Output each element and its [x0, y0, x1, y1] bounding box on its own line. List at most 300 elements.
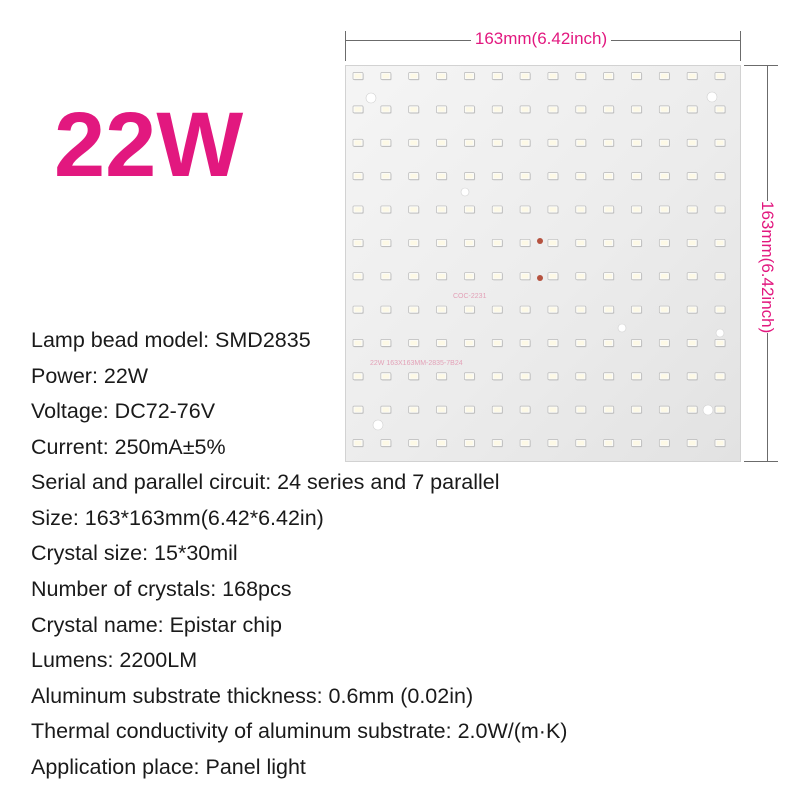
led-bead-lens — [717, 174, 724, 178]
led-bead-lens — [689, 141, 696, 145]
led-bead-lens — [633, 74, 640, 78]
led-bead — [464, 73, 475, 81]
spec-crystal-size: Crystal size: 15*30mil — [31, 541, 238, 566]
led-bead-lens — [355, 207, 362, 211]
led-bead — [687, 173, 698, 181]
led-bead — [381, 106, 392, 114]
led-bead-lens — [577, 107, 584, 111]
led-bead — [353, 173, 364, 181]
led-bead-lens — [717, 374, 724, 378]
led-bead — [604, 339, 615, 347]
led-bead-lens — [550, 141, 557, 145]
led-bead — [548, 106, 559, 114]
led-bead — [659, 73, 670, 81]
led-bead-lens — [661, 107, 668, 111]
spec-circuit: Serial and parallel circuit: 24 series and 7 parallel — [31, 470, 500, 495]
led-bead — [492, 139, 503, 147]
led-bead-lens — [689, 407, 696, 411]
led-bead-lens — [355, 74, 362, 78]
led-bead — [464, 306, 475, 314]
led-bead-lens — [355, 174, 362, 178]
led-bead-lens — [466, 141, 473, 145]
led-bead — [492, 73, 503, 81]
led-bead — [520, 239, 531, 247]
led-bead-lens — [577, 141, 584, 145]
led-bead-lens — [522, 307, 529, 311]
led-bead-lens — [410, 241, 417, 245]
led-bead — [659, 106, 670, 114]
led-bead-lens — [689, 307, 696, 311]
led-bead-lens — [466, 274, 473, 278]
led-bead — [659, 440, 670, 448]
height-dimension-text: 163mm(6.42inch) — [754, 201, 781, 333]
led-bead-lens — [550, 207, 557, 211]
led-bead-lens — [438, 74, 445, 78]
led-bead — [492, 106, 503, 114]
mounting-hole — [716, 329, 724, 337]
led-bead — [409, 206, 420, 214]
led-bead-lens — [605, 74, 612, 78]
led-bead — [520, 139, 531, 147]
led-bead-lens — [717, 107, 724, 111]
led-bead-lens — [633, 241, 640, 245]
led-bead — [576, 306, 587, 314]
led-bead — [520, 273, 531, 281]
led-bead — [548, 206, 559, 214]
led-bead — [353, 73, 364, 81]
led-bead-lens — [410, 274, 417, 278]
led-bead-lens — [382, 141, 389, 145]
led-bead-lens — [633, 441, 640, 445]
led-bead-lens — [717, 441, 724, 445]
led-bead-lens — [717, 74, 724, 78]
led-bead-lens — [382, 107, 389, 111]
led-bead-lens — [605, 107, 612, 111]
led-bead-lens — [550, 107, 557, 111]
led-bead — [381, 239, 392, 247]
led-bead — [659, 173, 670, 181]
mounting-hole — [366, 93, 376, 103]
led-bead — [492, 306, 503, 314]
width-dimension-text: 163mm(6.42inch) — [471, 29, 611, 48]
led-bead — [631, 273, 642, 281]
led-bead — [687, 306, 698, 314]
spec-application: Application place: Panel light — [31, 754, 306, 779]
led-bead-lens — [661, 241, 668, 245]
led-bead-lens — [494, 207, 501, 211]
led-bead — [381, 139, 392, 147]
led-bead — [437, 106, 448, 114]
led-bead-lens — [494, 141, 501, 145]
led-bead-lens — [577, 207, 584, 211]
led-bead-lens — [689, 207, 696, 211]
led-bead-lens — [633, 107, 640, 111]
spec-crystal-count: Number of crystals: 168pcs — [31, 577, 292, 602]
led-bead — [576, 339, 587, 347]
negative-solder-pad — [537, 275, 543, 281]
led-bead — [659, 239, 670, 247]
led-bead-lens — [717, 207, 724, 211]
led-bead — [492, 173, 503, 181]
led-bead — [520, 306, 531, 314]
led-bead-lens — [577, 241, 584, 245]
led-bead-lens — [577, 374, 584, 378]
led-bead-lens — [494, 174, 501, 178]
led-bead-lens — [550, 174, 557, 178]
led-bead — [631, 106, 642, 114]
led-bead-lens — [633, 274, 640, 278]
led-bead-lens — [605, 174, 612, 178]
led-bead — [715, 106, 726, 114]
led-bead-lens — [410, 107, 417, 111]
led-bead-lens — [577, 407, 584, 411]
led-bead-lens — [577, 274, 584, 278]
led-bead-lens — [689, 74, 696, 78]
led-bead-lens — [717, 341, 724, 345]
led-bead-lens — [466, 241, 473, 245]
led-bead-lens — [661, 374, 668, 378]
spec-thermal-conductivity: Thermal conductivity of aluminum substrate: 2.0W/(m·K) — [31, 719, 568, 744]
spec-voltage: Voltage: DC72-76V — [31, 399, 216, 424]
led-bead-lens — [355, 107, 362, 111]
width-dimension-label — [441, 28, 641, 50]
led-bead — [715, 406, 726, 414]
led-bead — [576, 273, 587, 281]
led-bead — [715, 440, 726, 448]
led-bead-lens — [382, 74, 389, 78]
led-bead-lens — [661, 174, 668, 178]
led-bead-lens — [605, 441, 612, 445]
led-bead-lens — [605, 207, 612, 211]
led-bead — [576, 440, 587, 448]
led-bead — [631, 239, 642, 247]
led-bead-lens — [550, 274, 557, 278]
led-bead — [520, 173, 531, 181]
led-bead — [604, 206, 615, 214]
led-bead-lens — [661, 74, 668, 78]
led-bead-lens — [410, 141, 417, 145]
led-bead — [687, 139, 698, 147]
led-bead-lens — [661, 341, 668, 345]
led-bead-lens — [410, 74, 417, 78]
led-bead-lens — [661, 307, 668, 311]
led-bead — [409, 273, 420, 281]
led-bead — [437, 139, 448, 147]
led-bead-lens — [689, 241, 696, 245]
led-bead-lens — [410, 307, 417, 311]
led-bead — [464, 139, 475, 147]
led-bead — [659, 406, 670, 414]
led-bead — [659, 339, 670, 347]
led-bead — [659, 306, 670, 314]
led-bead — [631, 173, 642, 181]
mounting-hole — [707, 92, 717, 102]
led-bead-lens — [689, 274, 696, 278]
led-bead — [353, 306, 364, 314]
led-bead — [464, 106, 475, 114]
led-bead-lens — [466, 74, 473, 78]
led-bead — [687, 106, 698, 114]
led-bead — [437, 173, 448, 181]
led-bead-lens — [717, 407, 724, 411]
led-bead-lens — [466, 307, 473, 311]
led-bead — [604, 173, 615, 181]
led-bead-lens — [689, 174, 696, 178]
led-bead — [548, 173, 559, 181]
led-bead — [687, 373, 698, 381]
led-bead — [715, 339, 726, 347]
led-bead-lens — [410, 174, 417, 178]
led-bead-lens — [605, 407, 612, 411]
led-bead-lens — [382, 241, 389, 245]
led-bead — [687, 206, 698, 214]
led-bead — [492, 273, 503, 281]
led-bead — [604, 406, 615, 414]
led-bead-lens — [661, 407, 668, 411]
led-bead — [437, 73, 448, 81]
led-bead — [604, 306, 615, 314]
led-bead — [631, 440, 642, 448]
led-bead — [437, 239, 448, 247]
width-dimension-tick-right — [740, 31, 741, 61]
led-bead — [604, 373, 615, 381]
led-bead-lens — [355, 274, 362, 278]
led-bead-lens — [633, 141, 640, 145]
led-bead — [715, 139, 726, 147]
led-bead-lens — [522, 74, 529, 78]
height-dimension-tick-top — [744, 65, 778, 66]
led-bead-lens — [522, 274, 529, 278]
led-bead-lens — [717, 274, 724, 278]
height-dimension-label — [756, 167, 778, 367]
led-bead-lens — [355, 307, 362, 311]
led-bead — [437, 206, 448, 214]
led-bead-lens — [605, 241, 612, 245]
led-bead-lens — [605, 307, 612, 311]
led-bead-lens — [494, 107, 501, 111]
led-bead-lens — [661, 141, 668, 145]
led-bead-lens — [605, 141, 612, 145]
led-bead-lens — [466, 174, 473, 178]
led-bead-lens — [355, 141, 362, 145]
led-bead — [548, 139, 559, 147]
spec-crystal-name: Crystal name: Epistar chip — [31, 612, 282, 637]
led-bead-lens — [438, 274, 445, 278]
led-bead-lens — [522, 141, 529, 145]
led-bead-lens — [522, 107, 529, 111]
led-bead-lens — [661, 441, 668, 445]
board-model-silkscreen: 22W 163X163MM-2835-7B24 — [370, 360, 463, 367]
led-bead-lens — [438, 207, 445, 211]
led-bead-lens — [633, 307, 640, 311]
led-bead-lens — [550, 74, 557, 78]
led-bead — [687, 339, 698, 347]
led-bead-lens — [382, 307, 389, 311]
led-bead — [631, 373, 642, 381]
height-dimension-tick-bottom — [744, 461, 778, 462]
led-bead-lens — [494, 241, 501, 245]
led-bead — [659, 373, 670, 381]
spec-list — [31, 323, 567, 786]
led-bead — [492, 206, 503, 214]
wattage-headline: 22W — [54, 94, 244, 196]
led-bead — [576, 106, 587, 114]
led-bead — [381, 306, 392, 314]
led-bead — [715, 273, 726, 281]
led-bead-lens — [633, 341, 640, 345]
led-bead — [381, 73, 392, 81]
led-bead-lens — [577, 74, 584, 78]
led-bead — [576, 373, 587, 381]
led-bead — [409, 139, 420, 147]
led-bead-lens — [605, 341, 612, 345]
led-bead — [520, 106, 531, 114]
led-bead-lens — [522, 174, 529, 178]
led-bead — [437, 273, 448, 281]
led-bead — [659, 273, 670, 281]
led-bead-lens — [605, 274, 612, 278]
led-bead-lens — [717, 141, 724, 145]
led-bead — [715, 206, 726, 214]
led-bead — [631, 406, 642, 414]
led-bead — [631, 206, 642, 214]
led-bead — [604, 239, 615, 247]
led-bead — [381, 206, 392, 214]
led-bead-lens — [494, 74, 501, 78]
led-bead-lens — [661, 207, 668, 211]
led-bead — [604, 139, 615, 147]
led-bead — [687, 406, 698, 414]
led-bead-lens — [717, 307, 724, 311]
led-bead — [631, 73, 642, 81]
spec-power: Power: 22W — [31, 363, 149, 388]
led-bead — [576, 406, 587, 414]
led-bead — [381, 173, 392, 181]
led-bead — [353, 239, 364, 247]
led-bead — [687, 440, 698, 448]
led-bead — [687, 273, 698, 281]
led-bead — [576, 173, 587, 181]
led-bead — [520, 206, 531, 214]
led-bead — [548, 239, 559, 247]
led-bead-lens — [633, 207, 640, 211]
led-bead — [659, 206, 670, 214]
led-bead-lens — [689, 107, 696, 111]
led-bead — [715, 239, 726, 247]
led-bead-lens — [689, 441, 696, 445]
spec-current: Current: 250mA±5% — [31, 434, 226, 459]
led-bead — [464, 173, 475, 181]
spec-substrate-thickness: Aluminum substrate thickness: 0.6mm (0.02in) — [31, 683, 474, 708]
led-bead — [464, 273, 475, 281]
led-bead-lens — [577, 341, 584, 345]
led-bead-lens — [522, 241, 529, 245]
mounting-hole — [703, 405, 713, 415]
led-bead — [659, 139, 670, 147]
led-bead — [464, 206, 475, 214]
led-bead — [576, 206, 587, 214]
led-bead-lens — [633, 174, 640, 178]
led-bead-lens — [550, 241, 557, 245]
led-bead-lens — [605, 374, 612, 378]
led-bead-lens — [438, 307, 445, 311]
led-bead — [520, 73, 531, 81]
led-bead — [576, 239, 587, 247]
led-bead-lens — [466, 207, 473, 211]
led-bead — [437, 306, 448, 314]
led-bead — [548, 273, 559, 281]
led-bead-lens — [577, 441, 584, 445]
led-bead-lens — [410, 207, 417, 211]
led-bead-lens — [717, 241, 724, 245]
led-bead — [715, 173, 726, 181]
led-bead-lens — [689, 374, 696, 378]
led-bead — [548, 73, 559, 81]
positive-solder-pad — [537, 238, 543, 244]
led-bead — [353, 206, 364, 214]
led-bead — [464, 239, 475, 247]
led-bead — [409, 73, 420, 81]
led-bead-lens — [466, 107, 473, 111]
board-code-silkscreen: COC-2231 — [453, 293, 487, 300]
led-bead — [687, 73, 698, 81]
led-bead-lens — [633, 407, 640, 411]
led-bead-lens — [438, 174, 445, 178]
led-bead — [353, 273, 364, 281]
spec-lumens: Lumens: 2200LM — [31, 648, 198, 673]
led-bead — [631, 339, 642, 347]
led-bead-lens — [382, 274, 389, 278]
led-bead — [604, 440, 615, 448]
led-bead-lens — [494, 274, 501, 278]
led-bead — [604, 73, 615, 81]
width-dimension-tick-left — [345, 31, 346, 61]
led-bead — [381, 273, 392, 281]
led-bead — [604, 106, 615, 114]
led-bead-lens — [689, 341, 696, 345]
led-bead — [604, 273, 615, 281]
mounting-hole — [618, 324, 626, 332]
led-bead-lens — [550, 307, 557, 311]
led-bead — [353, 139, 364, 147]
led-bead-lens — [494, 307, 501, 311]
led-bead — [492, 239, 503, 247]
led-bead-lens — [438, 107, 445, 111]
led-bead — [548, 306, 559, 314]
led-bead-lens — [355, 241, 362, 245]
led-bead — [715, 373, 726, 381]
led-bead-lens — [382, 207, 389, 211]
led-bead — [576, 139, 587, 147]
led-bead-lens — [577, 307, 584, 311]
led-bead — [715, 306, 726, 314]
led-bead — [409, 306, 420, 314]
led-bead-lens — [438, 141, 445, 145]
spec-lamp-bead-model: Lamp bead model: SMD2835 — [31, 328, 311, 352]
led-bead-lens — [382, 174, 389, 178]
led-bead — [409, 106, 420, 114]
led-bead-lens — [438, 241, 445, 245]
led-bead — [353, 106, 364, 114]
led-bead — [631, 139, 642, 147]
led-bead-lens — [633, 374, 640, 378]
led-bead-lens — [577, 174, 584, 178]
led-bead — [715, 73, 726, 81]
led-bead — [576, 73, 587, 81]
led-bead-lens — [661, 274, 668, 278]
led-bead — [409, 239, 420, 247]
led-bead — [631, 306, 642, 314]
